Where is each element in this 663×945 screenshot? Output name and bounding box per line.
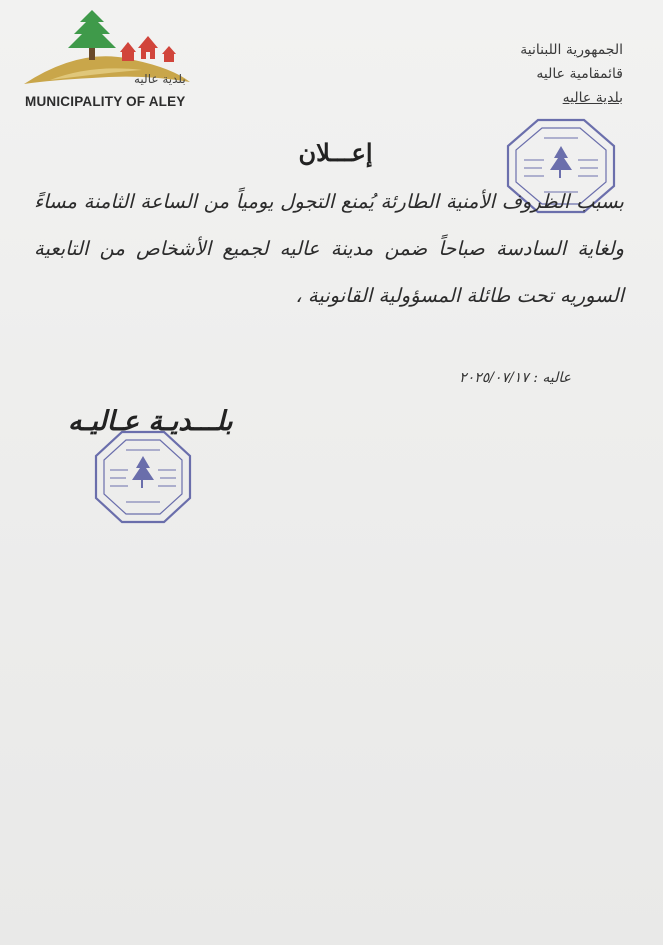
logo-english-name: MUNICIPALITY OF ALEY [25,94,186,109]
announcement-title: إعـــلان [298,138,373,167]
district-line: قائمقامية عاليه [536,66,623,82]
municipality-logo [22,8,197,108]
municipality-line: بلدية عاليه [562,90,623,106]
announcement-date: عاليه : ٢٠٢٥/٠٧/١٧ [459,370,571,386]
cedar-stamp-icon [92,428,194,526]
signature-line: بلـــديـة عـاليـه [68,406,233,437]
letterhead [520,38,623,110]
announcement-body: بسبب الظروف الأمنية الطارئة يُمنع التجول يومياً من الساعة الثامنة مساءً ولغاية السادسة صباحاً ضمن مدينة عاليه لجميع الأشخاص من التابعية السوريه تحت طائلة المسؤولية القانونية ، [34,190,624,307]
republic-line: الجمهورية اللبنانية [520,42,623,58]
logo-arabic-name: بلدية عاليه [134,72,186,86]
